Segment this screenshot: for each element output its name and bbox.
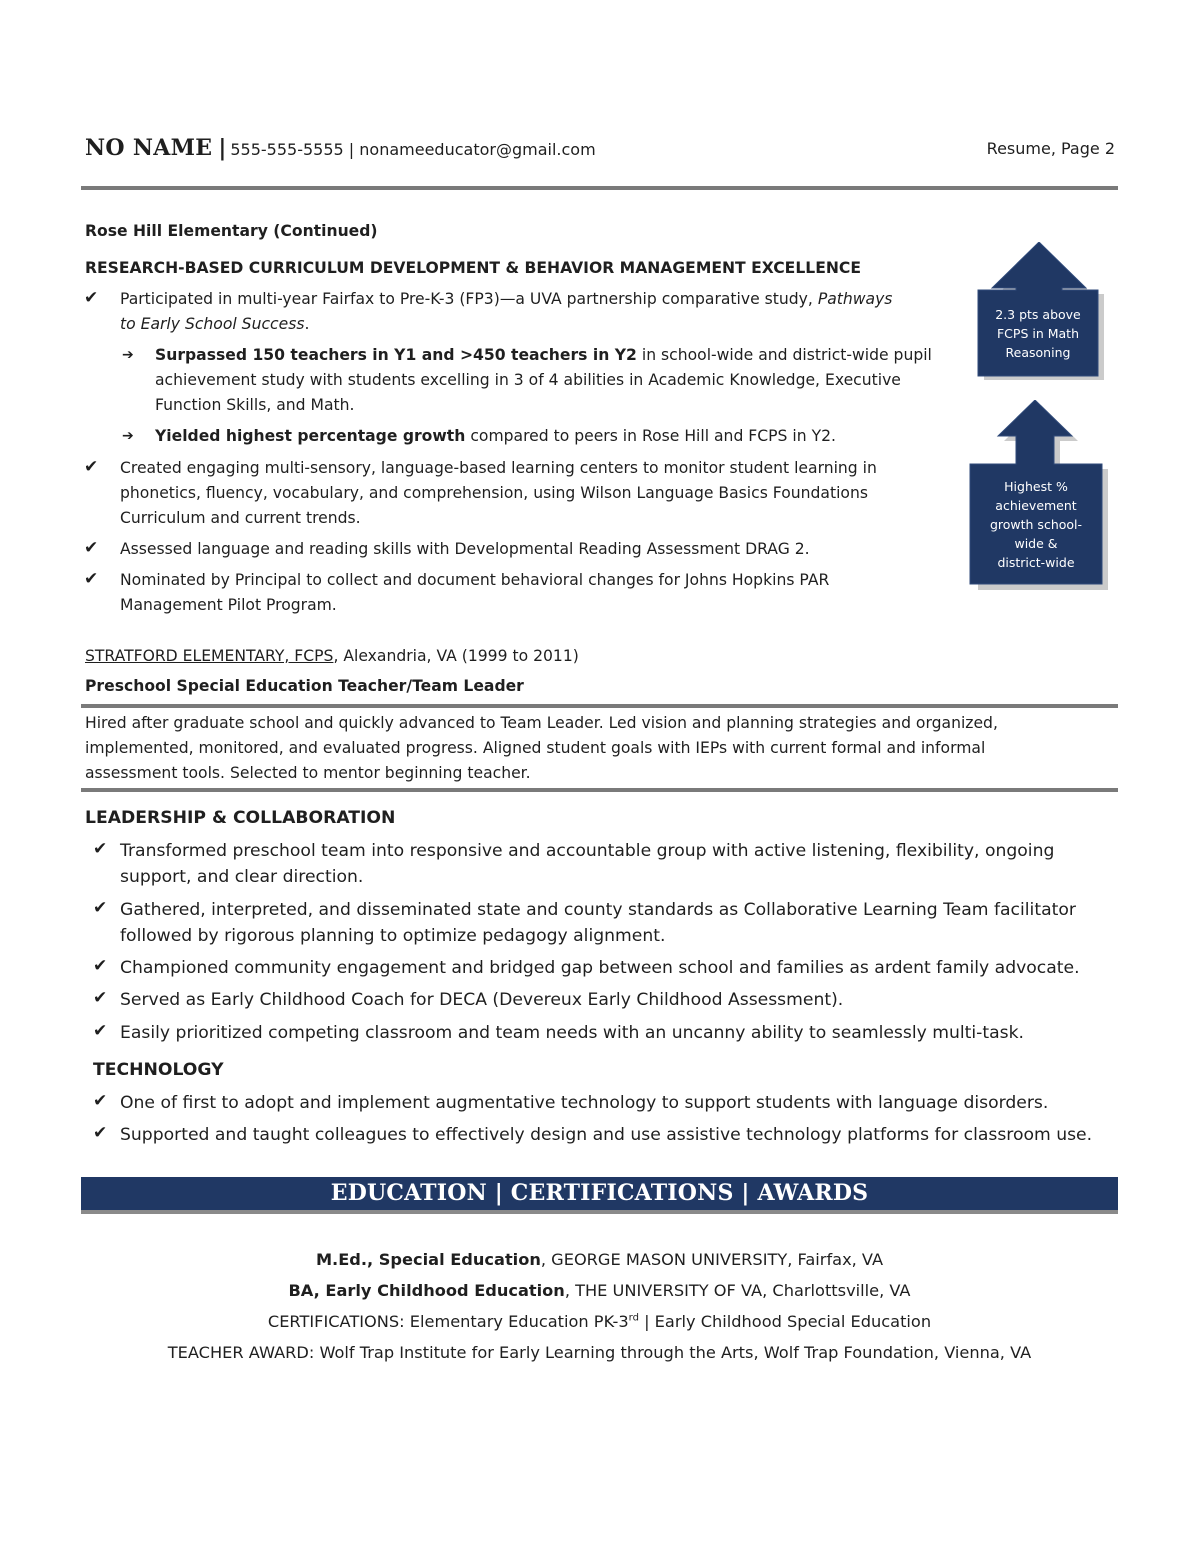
- callout-line: wide &: [1014, 536, 1058, 551]
- section-subheading: RESEARCH-BASED CURRICULUM DEVELOPMENT & BEHAVIOR MANAGEMENT EXCELLENCE: [85, 259, 862, 277]
- check-icon: ✔: [93, 1021, 108, 1041]
- bullet-text: Created engaging multi-sensory, language-based learning centers to monitor student learning in: [120, 459, 877, 477]
- degree-line: [81, 1278, 1118, 1303]
- page-header: [85, 135, 1117, 165]
- bullet-text: Served as Early Childhood Coach for DECA (Devereux Early Childhood Assessment).: [120, 990, 844, 1010]
- degree-name: M.Ed., Special Education: [315, 1250, 541, 1269]
- callout-text: [978, 305, 1098, 362]
- section-heading: LEADERSHIP & COLLABORATION: [85, 808, 396, 828]
- bullet-text: Supported and taught colleagues to effectively design and use assistive technology platforms for classroom use.: [120, 1125, 1093, 1145]
- certifications-line: [81, 1309, 1118, 1334]
- page-label: Resume, Page 2: [986, 139, 1115, 158]
- check-icon: ✔: [84, 538, 99, 558]
- bullet-text: One of first to adopt and implement augmentative technology to support students with language disorders.: [120, 1093, 1049, 1113]
- summary-text: implemented, monitored, and evaluated progress. Aligned student goals with IEPs with current formal and informal: [85, 739, 986, 757]
- degree-school: , GEORGE MASON UNIVERSITY, Fairfax, VA: [540, 1250, 884, 1269]
- award-line: TEACHER AWARD: Wolf Trap Institute for Early Learning through the Arts, Wolf Trap Foundation, Vienna, VA: [167, 1343, 1032, 1362]
- header-divider: [81, 186, 1118, 190]
- sub-bullet-text-part: compared to peers in Rose Hill and FCPS in Y2.: [465, 427, 836, 445]
- cert-text: CERTIFICATIONS: Elementary Education PK-3: [267, 1312, 629, 1331]
- employer-name: STRATFORD ELEMENTARY, FCPS: [85, 647, 334, 665]
- callout-text: [970, 477, 1102, 572]
- highlight-text: Yielded highest percentage growth: [155, 427, 466, 445]
- achievement-callout: [976, 242, 1106, 382]
- bullet-text: Gathered, interpreted, and disseminated state and county standards as Collaborative Learning Team facilitator: [120, 900, 1076, 920]
- bullet-text: Easily prioritized competing classroom and team needs with an uncanny ability to seamlessly multi-task.: [120, 1023, 1025, 1043]
- callout-line: district-wide: [997, 555, 1075, 570]
- study-title: to Early School Success: [120, 315, 305, 333]
- callout-line: FCPS in Math: [996, 326, 1079, 341]
- check-icon: ✔: [93, 839, 108, 859]
- check-icon: ✔: [84, 569, 99, 589]
- growth-callout: [968, 400, 1108, 590]
- candidate-name: NO NAME: [85, 135, 213, 161]
- bullet-text: Assessed language and reading skills with Developmental Reading Assessment DRAG 2.: [120, 540, 810, 558]
- bullet-text: Championed community engagement and bridged gap between school and families as ardent family advocate.: [120, 958, 1080, 978]
- sub-bullet-text: Function Skills, and Math.: [155, 396, 355, 414]
- degree-school: , THE UNIVERSITY OF VA, Charlottsville, VA: [564, 1281, 911, 1300]
- header-separator: |: [218, 135, 227, 161]
- section-heading: Rose Hill Elementary (Continued): [85, 222, 378, 240]
- cert-superscript: rd: [628, 1312, 639, 1324]
- bullet-text: phonetics, fluency, vocabulary, and comprehension, using Wilson Language Basics Foundations: [120, 484, 868, 502]
- callout-line: achievement: [995, 498, 1077, 513]
- bullet-text-part: .: [304, 315, 310, 333]
- divider: [81, 788, 1118, 792]
- cert-text: | Early Childhood Special Education: [638, 1312, 932, 1331]
- sub-bullet-text: [155, 343, 932, 368]
- bullet-text: [120, 312, 309, 337]
- bullet-text: support, and clear direction.: [120, 867, 364, 887]
- employer-line: [85, 644, 579, 669]
- callout-line: Highest %: [1004, 479, 1068, 494]
- section-banner: [81, 1177, 1118, 1214]
- sub-bullet-text-part: in school-wide and district-wide pupil: [636, 346, 932, 364]
- banner-title: EDUCATION | CERTIFICATIONS | AWARDS: [330, 1180, 869, 1206]
- section-heading: TECHNOLOGY: [93, 1060, 224, 1080]
- study-title: Pathways: [817, 290, 893, 308]
- arrow-icon: ➔: [122, 347, 134, 363]
- bullet-text: Curriculum and current trends.: [120, 509, 361, 527]
- check-icon: ✔: [93, 956, 108, 976]
- check-icon: ✔: [93, 1123, 108, 1143]
- sub-bullet-text: achievement study with students excelling in 3 of 4 abilities in Academic Knowledge, Executive: [155, 371, 901, 389]
- check-icon: ✔: [84, 457, 99, 477]
- callout-line: Reasoning: [1005, 345, 1071, 360]
- bullet-text: Nominated by Principal to collect and document behavioral changes for Johns Hopkins PAR: [120, 571, 830, 589]
- job-title: Preschool Special Education Teacher/Team Leader: [85, 677, 524, 695]
- highlight-text: Surpassed 150 teachers in Y1 and >450 teachers in Y2: [155, 346, 637, 364]
- contact-info: 555-555-5555 | nonameeducator@gmail.com: [230, 140, 596, 159]
- sub-bullet-text: [155, 424, 836, 449]
- degree-name: BA, Early Childhood Education: [288, 1281, 565, 1300]
- summary-text: assessment tools. Selected to mentor beginning teacher.: [85, 764, 531, 782]
- check-icon: ✔: [84, 288, 99, 308]
- employer-location: , Alexandria, VA (1999 to 2011): [333, 647, 579, 665]
- bullet-text-part: Participated in multi-year Fairfax to Pre-K-3 (FP3)—a UVA partnership comparative study,: [120, 290, 818, 308]
- arrow-icon: ➔: [122, 428, 134, 444]
- check-icon: ✔: [93, 988, 108, 1008]
- check-icon: ✔: [93, 1091, 108, 1111]
- bullet-text: Transformed preschool team into responsive and accountable group with active listening, flexibility, ongoing: [120, 841, 1055, 861]
- divider: [81, 704, 1118, 708]
- check-icon: ✔: [93, 898, 108, 918]
- callout-line: 2.3 pts above: [995, 307, 1081, 322]
- callout-line: growth school-: [989, 517, 1083, 532]
- bullet-text: followed by rigorous planning to optimize pedagogy alignment.: [120, 926, 666, 946]
- bullet-text: [120, 287, 892, 312]
- bullet-text: Management Pilot Program.: [120, 596, 337, 614]
- summary-text: Hired after graduate school and quickly advanced to Team Leader. Led vision and planning strategies and organized,: [85, 714, 998, 732]
- degree-line: [81, 1247, 1118, 1272]
